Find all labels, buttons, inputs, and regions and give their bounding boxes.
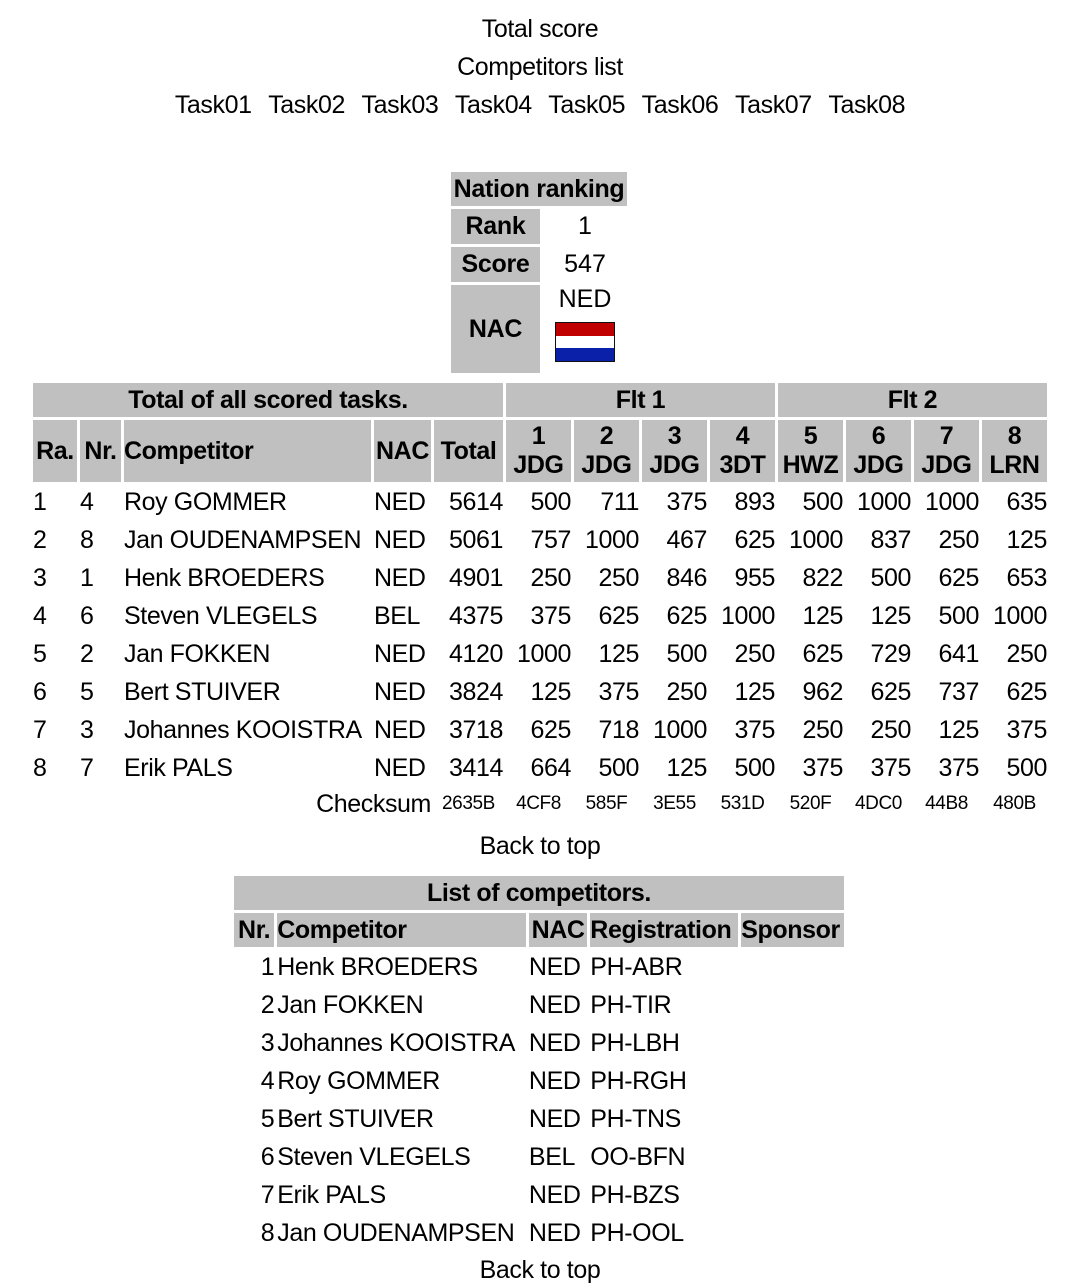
task-score-cell: 737 — [938, 678, 979, 706]
nr-cell: 2 — [80, 640, 94, 668]
nr-cell: 2 — [260, 991, 275, 1019]
task-score-cell: 250 — [1006, 640, 1047, 668]
task-score-cell: 375 — [598, 678, 639, 706]
task-score-cell: 375 — [530, 602, 571, 630]
task-score-cell: 625 — [530, 716, 571, 744]
task-code: JDG — [581, 451, 632, 479]
nr-cell: 6 — [80, 602, 94, 630]
competitor-cell: Johannes KOOISTRA — [124, 716, 362, 744]
competitor-cell: Henk BROEDERS — [277, 953, 478, 981]
competitor-row — [234, 1102, 844, 1137]
competitor-cell: Henk BROEDERS — [124, 564, 325, 592]
total-score-link[interactable]: Total score — [481, 15, 599, 43]
competitor-header: Competitor — [277, 913, 526, 947]
task-score-cell: 1000 — [924, 488, 979, 516]
nr-cell: 1 — [80, 564, 94, 592]
task-score-cell: 1000 — [720, 602, 775, 630]
flag-stripe-red — [556, 323, 614, 336]
nac-value: NED — [558, 285, 612, 313]
checksum-task: 4DC0 — [855, 793, 902, 814]
task-score-cell: 837 — [870, 526, 911, 554]
task-score-cell: 625 — [938, 564, 979, 592]
nac-cell: NED — [374, 678, 426, 706]
task-score-cell: 250 — [802, 716, 843, 744]
nr-header: Nr. — [80, 420, 121, 482]
task-score-cell: 125 — [802, 602, 843, 630]
rank-value: 1 — [578, 212, 592, 240]
task-score-cell: 1000 — [516, 640, 571, 668]
nr-cell: 8 — [260, 1219, 275, 1247]
result-row — [33, 561, 1047, 596]
competitor-row — [234, 1026, 844, 1061]
task-score-cell: 664 — [530, 754, 571, 782]
nac-cell: NED — [374, 754, 426, 782]
flag-stripe-blue — [556, 348, 614, 361]
task-score-cell: 1000 — [856, 488, 911, 516]
task-score-cell: 1000 — [652, 716, 707, 744]
task-score-cell: 955 — [734, 564, 775, 592]
task-score-cell: 500 — [870, 564, 911, 592]
task-score-cell: 500 — [734, 754, 775, 782]
task-code: JDG — [853, 451, 904, 479]
task-score-cell: 250 — [666, 678, 707, 706]
competitor-cell: Johannes KOOISTRA — [277, 1029, 516, 1057]
competitor-cell: Erik PALS — [277, 1181, 386, 1209]
task-number: 1 — [531, 422, 546, 450]
nac-cell: NED — [374, 526, 426, 554]
sponsor-cell — [741, 950, 844, 985]
rank-cell: 6 — [33, 678, 47, 706]
nac-cell: NED — [528, 1219, 581, 1247]
back-to-top-line-1 — [0, 832, 1080, 861]
task-score-cell: 250 — [734, 640, 775, 668]
task-score-cell: 250 — [530, 564, 571, 592]
task-score-cell: 893 — [734, 488, 775, 516]
checksum-task: 531D — [720, 793, 765, 814]
task-number: 2 — [599, 422, 614, 450]
task-link-03[interactable]: Task03 — [361, 91, 439, 119]
competitor-row — [234, 1064, 844, 1099]
task-score-cell: 125 — [938, 716, 979, 744]
nr-cell: 5 — [260, 1105, 275, 1133]
nr-header: Nr. — [234, 913, 274, 947]
competitor-cell: Jan OUDENAMPSEN — [277, 1219, 515, 1247]
nac-cell: NED — [528, 953, 581, 981]
nac-cell: NED — [528, 1029, 581, 1057]
task-link-07[interactable]: Task07 — [734, 91, 812, 119]
competitor-row — [234, 988, 844, 1023]
registration-cell: PH-ABR — [590, 953, 683, 981]
nac-cell — [543, 285, 627, 373]
registration-cell: PH-BZS — [590, 1181, 680, 1209]
task-score-cell: 467 — [666, 526, 707, 554]
nac-header: NAC — [529, 913, 587, 947]
nr-cell: 4 — [260, 1067, 275, 1095]
total-cell: 3824 — [448, 678, 503, 706]
competitor-cell: Steven VLEGELS — [277, 1143, 471, 1171]
registration-cell: PH-TNS — [590, 1105, 681, 1133]
task-score-cell: 625 — [802, 640, 843, 668]
nac-cell: NED — [528, 1181, 581, 1209]
task-score-cell: 375 — [734, 716, 775, 744]
result-row — [33, 713, 1047, 748]
task-code: 3DT — [719, 451, 766, 479]
competitor-cell: Jan FOKKEN — [277, 991, 424, 1019]
task-score-cell: 125 — [1006, 526, 1047, 554]
score-value: 547 — [564, 250, 606, 278]
back-to-top-link[interactable]: Back to top — [479, 832, 601, 860]
task-score-cell: 125 — [870, 602, 911, 630]
rank-cell: 3 — [33, 564, 47, 592]
competitor-cell: Bert STUIVER — [124, 678, 281, 706]
task-score-cell: 757 — [530, 526, 571, 554]
sponsor-cell — [741, 1216, 844, 1251]
checksum-task: 585F — [585, 793, 628, 814]
checksum-total: 2635B — [442, 793, 495, 814]
nac-cell: NED — [528, 1105, 581, 1133]
nr-cell: 1 — [260, 953, 275, 981]
total-header: Total — [434, 420, 503, 482]
task-link-02[interactable]: Task02 — [268, 91, 345, 119]
nr-cell: 7 — [260, 1181, 275, 1209]
task-score-cell: 500 — [530, 488, 571, 516]
sponsor-cell — [741, 1102, 844, 1137]
registration-header: Registration — [590, 913, 738, 947]
nac-cell: NED — [374, 488, 426, 516]
sponsor-cell — [741, 1064, 844, 1099]
competitor-row — [234, 950, 844, 985]
task-number: 3 — [667, 422, 682, 450]
task-score-cell: 846 — [666, 564, 707, 592]
task-code: JDG — [513, 451, 564, 479]
checksum-row — [33, 789, 1047, 819]
task-score-cell: 500 — [1006, 754, 1047, 782]
competitor-cell: Jan FOKKEN — [124, 640, 271, 668]
nac-header: NAC — [374, 420, 431, 482]
checksum-task: 3E55 — [653, 793, 696, 814]
nac-cell: BEL — [374, 602, 421, 630]
task-score-cell: 125 — [530, 678, 571, 706]
nr-cell: 3 — [260, 1029, 275, 1057]
task-score-cell: 1000 — [788, 526, 843, 554]
result-row — [33, 675, 1047, 710]
nation-ranking-table — [448, 169, 630, 376]
total-cell: 3718 — [448, 716, 503, 744]
task-score-cell: 653 — [1006, 564, 1047, 592]
registration-cell: OO-BFN — [590, 1143, 686, 1171]
task-score-cell: 1000 — [584, 526, 639, 554]
result-row — [33, 751, 1047, 786]
task-link-04[interactable]: Task04 — [454, 91, 532, 119]
task-score-cell: 625 — [870, 678, 911, 706]
nation-ranking-title: Nation ranking — [451, 172, 627, 206]
nac-cell: NED — [374, 564, 426, 592]
rank-cell: 7 — [33, 716, 47, 744]
nac-cell: NED — [528, 991, 581, 1019]
result-row — [33, 485, 1047, 520]
competitor-cell: Jan OUDENAMPSEN — [124, 526, 362, 554]
sponsor-cell — [741, 1140, 844, 1175]
nav-competitors-line — [0, 52, 1080, 82]
task-link-08[interactable]: Task08 — [828, 91, 906, 119]
task-score-cell: 250 — [870, 716, 911, 744]
task-score-cell: 375 — [938, 754, 979, 782]
competitor-row — [234, 1140, 844, 1175]
task-score-cell: 822 — [802, 564, 843, 592]
nac-cell: NED — [374, 640, 426, 668]
nr-cell: 4 — [80, 488, 94, 516]
result-row — [33, 637, 1047, 672]
task-score-cell: 125 — [598, 640, 639, 668]
rank-cell: 1 — [33, 488, 47, 516]
task-link-05[interactable]: Task05 — [548, 91, 626, 119]
nr-cell: 7 — [80, 754, 94, 782]
checksum-task: 4CF8 — [516, 793, 561, 814]
task-number: 4 — [735, 422, 750, 450]
rank-cell: 8 — [33, 754, 47, 782]
task-score-cell: 500 — [666, 640, 707, 668]
registration-cell: PH-RGH — [590, 1067, 687, 1095]
competitors-list-link[interactable]: Competitors list — [457, 53, 623, 81]
task-score-cell: 375 — [870, 754, 911, 782]
nac-cell: NED — [374, 716, 426, 744]
task-header-4 — [710, 420, 775, 482]
flight-group-1: Flt 1 — [506, 383, 775, 417]
checksum-task: 520F — [789, 793, 832, 814]
task-code: HWZ — [782, 451, 839, 479]
competitor-cell: Bert STUIVER — [277, 1105, 434, 1133]
competitors-list-table — [231, 873, 847, 1254]
task-number: 6 — [871, 422, 886, 450]
results-table — [30, 380, 1050, 822]
checksum-label: Checksum — [316, 789, 431, 818]
task-header-6 — [846, 420, 911, 482]
task-score-cell: 375 — [666, 488, 707, 516]
sponsor-cell — [741, 988, 844, 1023]
task-score-cell: 641 — [938, 640, 979, 668]
task-links-nav — [0, 90, 1080, 120]
result-row — [33, 523, 1047, 558]
task-code: LRN — [989, 451, 1040, 479]
task-score-cell: 375 — [802, 754, 843, 782]
task-score-cell: 125 — [734, 678, 775, 706]
task-header-2 — [574, 420, 639, 482]
nac-cell: NED — [528, 1067, 581, 1095]
task-link-01[interactable]: Task01 — [174, 91, 252, 119]
task-score-cell: 625 — [666, 602, 707, 630]
competitor-cell: Erik PALS — [124, 754, 233, 782]
task-score-cell: 500 — [598, 754, 639, 782]
task-number: 8 — [1007, 422, 1022, 450]
total-cell: 3414 — [448, 754, 503, 782]
nr-cell: 3 — [80, 716, 94, 744]
netherlands-flag-icon — [555, 322, 615, 362]
task-score-cell: 125 — [666, 754, 707, 782]
task-score-cell: 500 — [938, 602, 979, 630]
sponsor-cell — [741, 1026, 844, 1061]
task-header-3 — [642, 420, 707, 482]
task-score-cell: 718 — [598, 716, 639, 744]
registration-cell: PH-TIR — [590, 991, 672, 1019]
total-cell: 4375 — [448, 602, 503, 630]
rank-cell: 4 — [33, 602, 47, 630]
competitor-cell: Roy GOMMER — [277, 1067, 440, 1095]
sponsor-cell — [741, 1178, 844, 1213]
task-header-1 — [506, 420, 571, 482]
results-title: Total of all scored tasks. — [33, 383, 503, 417]
total-cell: 4120 — [448, 640, 503, 668]
back-to-top-line-2 — [0, 1256, 1080, 1285]
task-score-cell: 1000 — [992, 602, 1047, 630]
checksum-task: 44B8 — [925, 793, 968, 814]
competitor-cell: Steven VLEGELS — [124, 602, 318, 630]
flag-stripe-white — [556, 336, 614, 349]
total-cell: 5061 — [448, 526, 503, 554]
task-code: JDG — [649, 451, 700, 479]
task-header-5 — [778, 420, 843, 482]
task-score-cell: 375 — [1006, 716, 1047, 744]
competitors-list-title: List of competitors. — [234, 876, 844, 910]
rank-cell: 2 — [33, 526, 47, 554]
task-score-cell: 625 — [598, 602, 639, 630]
total-cell: 5614 — [448, 488, 503, 516]
rank-header: Ra. — [33, 420, 77, 482]
task-header-8 — [982, 420, 1047, 482]
sponsor-header: Sponsor — [741, 913, 844, 947]
nav-total-score-line — [0, 14, 1080, 44]
rank-label: Rank — [451, 209, 540, 244]
nac-cell: BEL — [528, 1143, 575, 1171]
task-score-cell: 250 — [938, 526, 979, 554]
registration-cell: PH-OOL — [590, 1219, 684, 1247]
registration-cell: PH-LBH — [590, 1029, 680, 1057]
competitor-row — [234, 1178, 844, 1213]
back-to-top-link[interactable]: Back to top — [479, 1256, 601, 1284]
task-link-06[interactable]: Task06 — [641, 91, 719, 119]
rank-cell: 5 — [33, 640, 47, 668]
flight-group-2: Flt 2 — [778, 383, 1047, 417]
task-score-cell: 250 — [598, 564, 639, 592]
score-label: Score — [451, 247, 540, 282]
nac-label: NAC — [451, 285, 540, 373]
competitor-row — [234, 1216, 844, 1251]
nr-cell: 5 — [80, 678, 94, 706]
result-row — [33, 599, 1047, 634]
task-score-cell: 625 — [734, 526, 775, 554]
nr-cell: 8 — [80, 526, 94, 554]
task-score-cell: 711 — [600, 488, 639, 516]
competitor-header: Competitor — [124, 420, 371, 482]
task-score-cell: 500 — [802, 488, 843, 516]
task-header-7 — [914, 420, 979, 482]
task-code: JDG — [921, 451, 972, 479]
task-score-cell: 625 — [1006, 678, 1047, 706]
task-score-cell: 962 — [802, 678, 843, 706]
checksum-task: 480B — [993, 793, 1036, 814]
competitor-cell: Roy GOMMER — [124, 488, 287, 516]
task-number: 5 — [803, 422, 818, 450]
task-score-cell: 635 — [1006, 488, 1047, 516]
total-cell: 4901 — [448, 564, 503, 592]
task-number: 7 — [939, 422, 954, 450]
nr-cell: 6 — [260, 1143, 275, 1171]
task-score-cell: 729 — [870, 640, 911, 668]
